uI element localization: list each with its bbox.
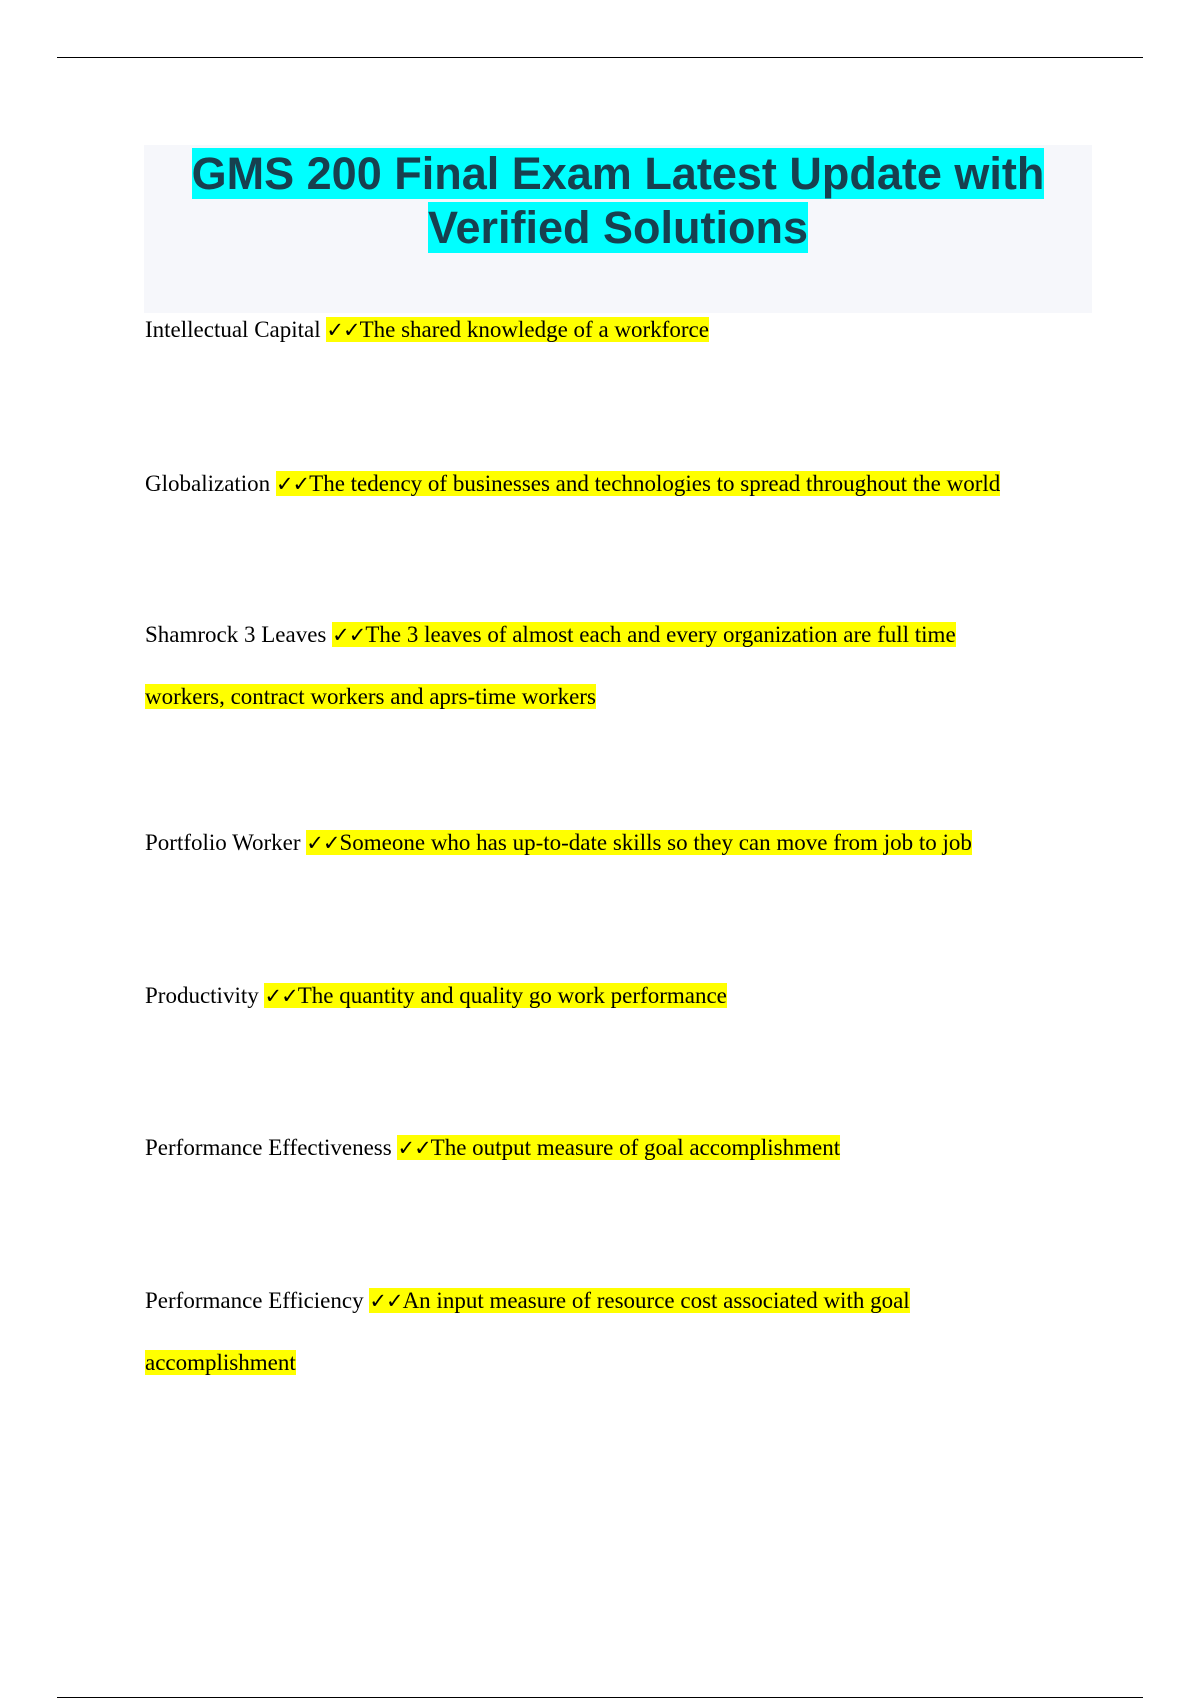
entry-answer (326, 317, 709, 342)
double-check-icon: ✓✓ (264, 984, 298, 1008)
double-check-icon: ✓✓ (275, 472, 310, 496)
double-check-icon: ✓✓ (369, 1289, 403, 1313)
flashcard-entry (145, 812, 1105, 874)
flashcard-entry (145, 604, 1015, 727)
title-block (144, 145, 1092, 313)
entry-term: Shamrock 3 Leaves (145, 622, 327, 647)
entry-definition: The 3 leaves of almost each and every organization are full time workers, contract workers and aprs-time workers (145, 622, 956, 709)
entry-answer (264, 983, 726, 1008)
flashcard-entry (145, 1117, 1105, 1179)
flashcard-entry (145, 1270, 965, 1393)
top-rule (57, 57, 1143, 58)
double-check-icon: ✓✓ (326, 318, 360, 342)
entry-definition: Someone who has up-to-date skills so they can move from job to job (339, 830, 972, 855)
flashcard-entry (145, 299, 1105, 361)
entry-definition: The output measure of goal accomplishment (430, 1135, 841, 1160)
flashcard-entry (145, 453, 1105, 515)
title-line-2: Verified Solutions (427, 202, 809, 253)
entry-answer (397, 1135, 840, 1160)
entry-definition: An input measure of resource cost associated with goal accomplishment (145, 1288, 910, 1375)
entry-answer (306, 830, 972, 855)
document-title (144, 145, 1092, 255)
entry-term: Globalization (145, 471, 271, 496)
double-check-icon: ✓✓ (306, 831, 340, 855)
entry-term: Productivity (145, 983, 259, 1008)
double-check-icon: ✓✓ (332, 623, 366, 647)
bottom-rule (57, 1697, 1143, 1698)
entry-term: Performance Effectiveness (145, 1135, 392, 1160)
title-line-1: GMS 200 Final Exam Latest Update with (191, 148, 1045, 199)
flashcard-entry (145, 965, 1105, 1027)
double-check-icon: ✓✓ (397, 1136, 431, 1160)
entry-definition: The shared knowledge of a workforce (359, 317, 709, 342)
entry-term: Intellectual Capital (145, 317, 321, 342)
entry-definition: The quantity and quality go work performance (297, 983, 727, 1008)
entry-answer (276, 471, 1000, 496)
entry-term: Portfolio Worker (145, 830, 301, 855)
entry-term: Performance Efficiency (145, 1288, 364, 1313)
entry-definition: The tedency of businesses and technologies to spread throughout the world (309, 471, 1001, 496)
